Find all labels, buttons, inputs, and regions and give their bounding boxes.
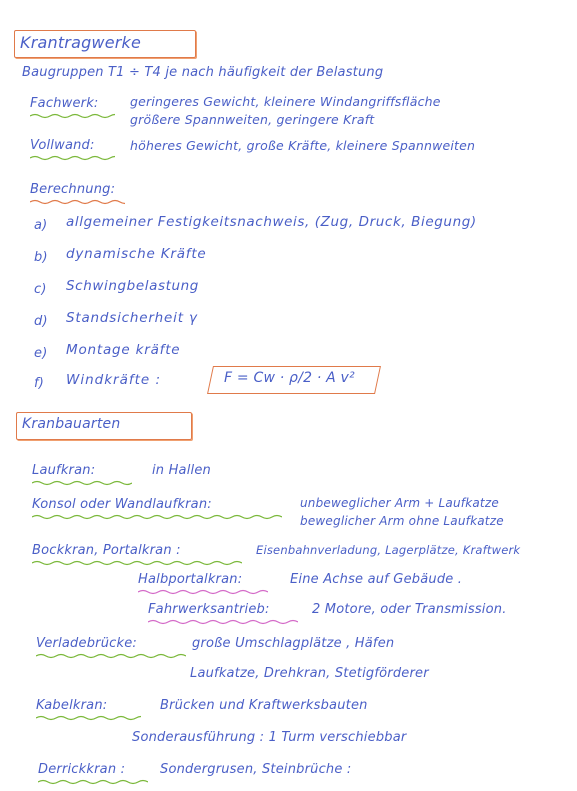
heading-krantragwerke: Krantragwerke xyxy=(20,33,142,52)
term-fahrwerk: Fahrwerksantrieb: xyxy=(148,602,270,617)
underline-berechnung xyxy=(30,199,125,205)
underline-fachwerk xyxy=(30,113,115,119)
term-verlade: Verladebrücke: xyxy=(36,636,137,651)
berechnung-item-a: allgemeiner Festigkeitsnachweis, (Zug, Druck, Biegung) xyxy=(66,214,477,230)
berechnung-item-b: dynamische Kräfte xyxy=(66,246,207,262)
underline-bock xyxy=(32,560,242,566)
konsol-line2: beweglicher Arm ohne Laufkatze xyxy=(300,514,504,528)
berechnung-marker-c: c) xyxy=(34,282,47,297)
berechnung-marker-a: a) xyxy=(34,218,48,233)
halbportal-text: Eine Achse auf Gebäude . xyxy=(290,572,463,587)
term-halbportal: Halbportalkran: xyxy=(138,572,243,587)
fachwerk-line2: größere Spannweiten, geringere Kraft xyxy=(130,112,375,127)
line-baugruppen: Baugruppen T1 ÷ T4 je nach häufigkeit der Belastung xyxy=(22,65,384,80)
berechnung-marker-f: f) xyxy=(34,376,45,391)
term-vollwand: Vollwand: xyxy=(30,138,95,153)
verlade-line1: große Umschlagplätze , Häfen xyxy=(192,636,395,651)
berechnung-item-c: Schwingbelastung xyxy=(66,278,199,294)
berechnung-marker-d: d) xyxy=(34,314,48,329)
kabel-line1: Brücken und Kraftwerksbauten xyxy=(160,698,368,713)
berechnung-marker-e: e) xyxy=(34,346,48,361)
underline-verlade xyxy=(36,653,186,659)
fachwerk-line1: geringeres Gewicht, kleinere Windangriffsfläche xyxy=(130,94,441,109)
underline-derrick xyxy=(38,779,148,785)
konsol-line1: unbeweglicher Arm + Laufkatze xyxy=(300,496,499,510)
term-konsol: Konsol oder Wandlaufkran: xyxy=(32,497,212,512)
berechnung-item-d: Standsicherheit γ xyxy=(66,310,198,326)
underline-halbportal xyxy=(138,589,268,595)
formula-windkraefte: F = Cw · ρ/2 · A v² xyxy=(224,370,355,386)
berechnung-marker-b: b) xyxy=(34,250,48,265)
term-laufkran: Laufkran: xyxy=(32,463,96,478)
vollwand-text: höheres Gewicht, große Kräfte, kleinere Spannweiten xyxy=(130,138,476,153)
term-fachwerk: Fachwerk: xyxy=(30,96,99,111)
laufkran-text: in Hallen xyxy=(152,463,211,478)
derrick-text: Sondergrusen, Steinbrüche : xyxy=(160,762,352,777)
bock-text: Eisenbahnverladung, Lagerplätze, Kraftwerk xyxy=(256,543,521,557)
underline-fahrwerk xyxy=(148,619,298,625)
term-kabel: Kabelkran: xyxy=(36,698,108,713)
heading-kranbauarten: Kranbauarten xyxy=(22,416,121,432)
underline-kabel xyxy=(36,715,141,721)
verlade-line2: Laufkatze, Drehkran, Stetigförderer xyxy=(190,666,429,681)
term-berechnung: Berechnung: xyxy=(30,182,116,197)
underline-vollwand xyxy=(30,155,115,161)
underline-konsol xyxy=(32,514,282,520)
term-derrick: Derrickkran : xyxy=(38,762,126,777)
fahrwerk-text: 2 Motore, oder Transmission. xyxy=(312,602,507,617)
term-bock: Bockkran, Portalkran : xyxy=(32,543,181,558)
kabel-line2: Sonderausführung : 1 Turm verschiebbar xyxy=(132,730,407,745)
underline-laufkran xyxy=(32,480,132,486)
berechnung-item-f: Windkräfte : xyxy=(66,372,162,388)
berechnung-item-e: Montage kräfte xyxy=(66,342,181,358)
